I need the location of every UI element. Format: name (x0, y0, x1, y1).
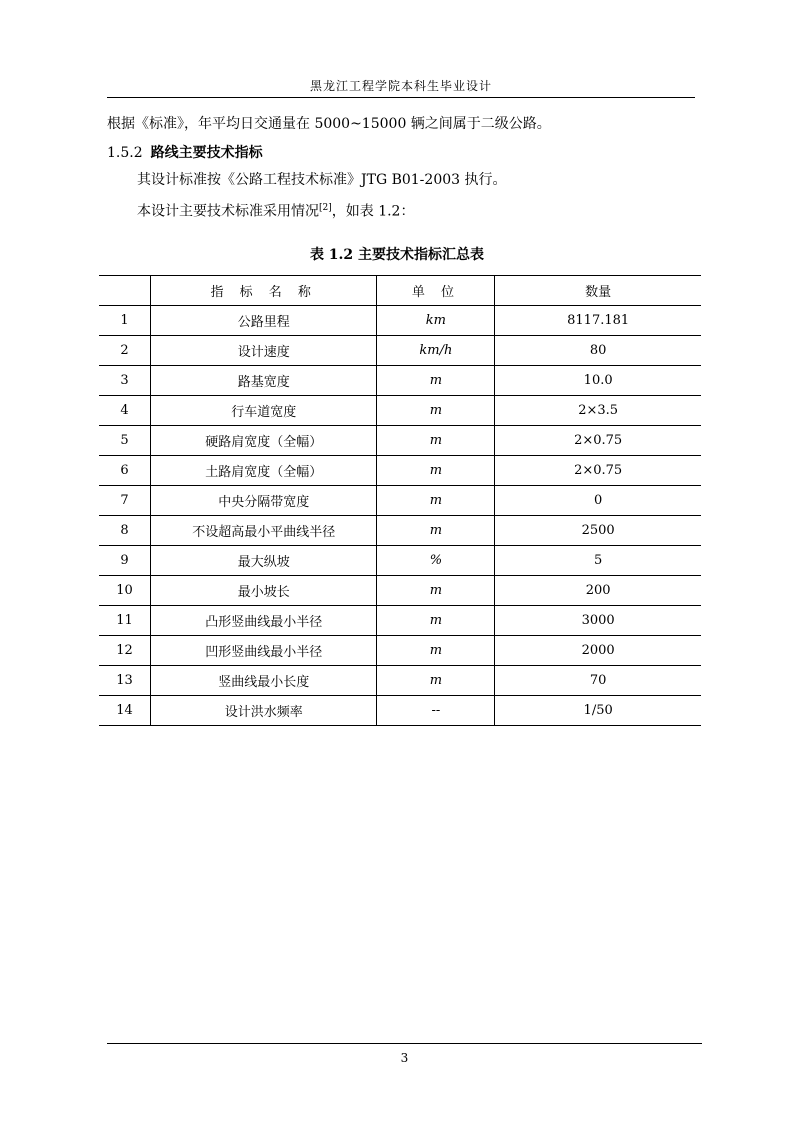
cell-unit: % (377, 546, 495, 576)
table-row (99, 546, 701, 576)
paragraph-text: 本设计主要技术标准采用情况 (137, 203, 319, 220)
table-header-row (99, 276, 701, 306)
table-body (99, 306, 701, 726)
cell-name: 路基宽度 (150, 366, 377, 396)
header-number (99, 276, 150, 306)
cell-name: 设计速度 (150, 336, 377, 366)
cell-value: 2000 (495, 636, 701, 666)
technical-indicators-table (99, 275, 701, 726)
table-row (99, 696, 701, 726)
table-row (99, 396, 701, 426)
cell-name: 不设超高最小平曲线半径 (150, 516, 377, 546)
cell-name: 硬路肩宽度（全幅） (150, 426, 377, 456)
paragraph-design-standard: 其设计标准按《公路工程技术标准》JTG B01-2003 执行。 (137, 172, 507, 188)
cell-number: 11 (99, 606, 150, 636)
cell-number: 7 (99, 486, 150, 516)
table-row (99, 486, 701, 516)
cell-value: 2500 (495, 516, 701, 546)
section-number: 1.5.2 (107, 145, 143, 161)
table-row (99, 576, 701, 606)
cell-unit: m (377, 606, 495, 636)
cell-number: 12 (99, 636, 150, 666)
section-heading (107, 144, 263, 162)
cell-number: 8 (99, 516, 150, 546)
cell-number: 4 (99, 396, 150, 426)
cell-value: 70 (495, 666, 701, 696)
cell-value: 8117.181 (495, 306, 701, 336)
table-row (99, 636, 701, 666)
cell-number: 5 (99, 426, 150, 456)
paragraph-road-grade: 根据《标准》，年平均日交通量在 5000~15000 辆之间属于二级公路。 (107, 116, 551, 132)
table-row (99, 516, 701, 546)
cell-unit: km/h (377, 336, 495, 366)
section-title: 路线主要技术指标 (150, 145, 263, 161)
cell-name: 土路肩宽度（全幅） (150, 456, 377, 486)
cell-number: 10 (99, 576, 150, 606)
table-row (99, 606, 701, 636)
cell-value: 3000 (495, 606, 701, 636)
cell-name: 公路里程 (150, 306, 377, 336)
cell-unit: m (377, 396, 495, 426)
table-row (99, 426, 701, 456)
paragraph-standard-usage (137, 199, 414, 221)
cell-unit: km (377, 306, 495, 336)
cell-value: 80 (495, 336, 701, 366)
table-row (99, 666, 701, 696)
cell-name: 凹形竖曲线最小半径 (150, 636, 377, 666)
cell-name: 中央分隔带宽度 (150, 486, 377, 516)
cell-unit: m (377, 366, 495, 396)
cell-number: 1 (99, 306, 150, 336)
cell-name: 竖曲线最小长度 (150, 666, 377, 696)
cell-value: 0 (495, 486, 701, 516)
cell-unit: m (377, 486, 495, 516)
cell-name: 凸形竖曲线最小半径 (150, 606, 377, 636)
cell-number: 2 (99, 336, 150, 366)
cell-name: 最小坡长 (150, 576, 377, 606)
header-unit: 单 位 (377, 276, 495, 306)
cell-name: 行车道宽度 (150, 396, 377, 426)
cell-name: 设计洪水频率 (150, 696, 377, 726)
cell-value: 5 (495, 546, 701, 576)
cell-unit: m (377, 516, 495, 546)
page-number: 3 (400, 1051, 409, 1065)
cell-unit: m (377, 666, 495, 696)
cell-number: 13 (99, 666, 150, 696)
cell-value: 2×3.5 (495, 396, 701, 426)
table-row (99, 456, 701, 486)
page-header (107, 77, 695, 98)
cell-value: 200 (495, 576, 701, 606)
header-title: 黑龙江工程学院本科生毕业设计 (309, 79, 492, 93)
cell-unit: -- (377, 696, 495, 726)
cell-number: 9 (99, 546, 150, 576)
paragraph-text-end: ，如表 1.2： (331, 203, 415, 220)
table-caption: 表 1.2 主要技术指标汇总表 (309, 247, 485, 263)
cell-number: 6 (99, 456, 150, 486)
cell-unit: m (377, 576, 495, 606)
table-row (99, 366, 701, 396)
cell-value: 10.0 (495, 366, 701, 396)
cell-unit: m (377, 456, 495, 486)
header-value: 数量 (495, 276, 701, 306)
reference-mark: [2] (319, 203, 332, 213)
table-row (99, 306, 701, 336)
cell-value: 2×0.75 (495, 456, 701, 486)
cell-number: 3 (99, 366, 150, 396)
cell-name: 最大纵坡 (150, 546, 377, 576)
table-row (99, 336, 701, 366)
cell-value: 1/50 (495, 696, 701, 726)
cell-unit: m (377, 636, 495, 666)
page-footer (107, 1043, 702, 1066)
header-name: 指 标 名 称 (150, 276, 377, 306)
cell-value: 2×0.75 (495, 426, 701, 456)
cell-unit: m (377, 426, 495, 456)
cell-number: 14 (99, 696, 150, 726)
